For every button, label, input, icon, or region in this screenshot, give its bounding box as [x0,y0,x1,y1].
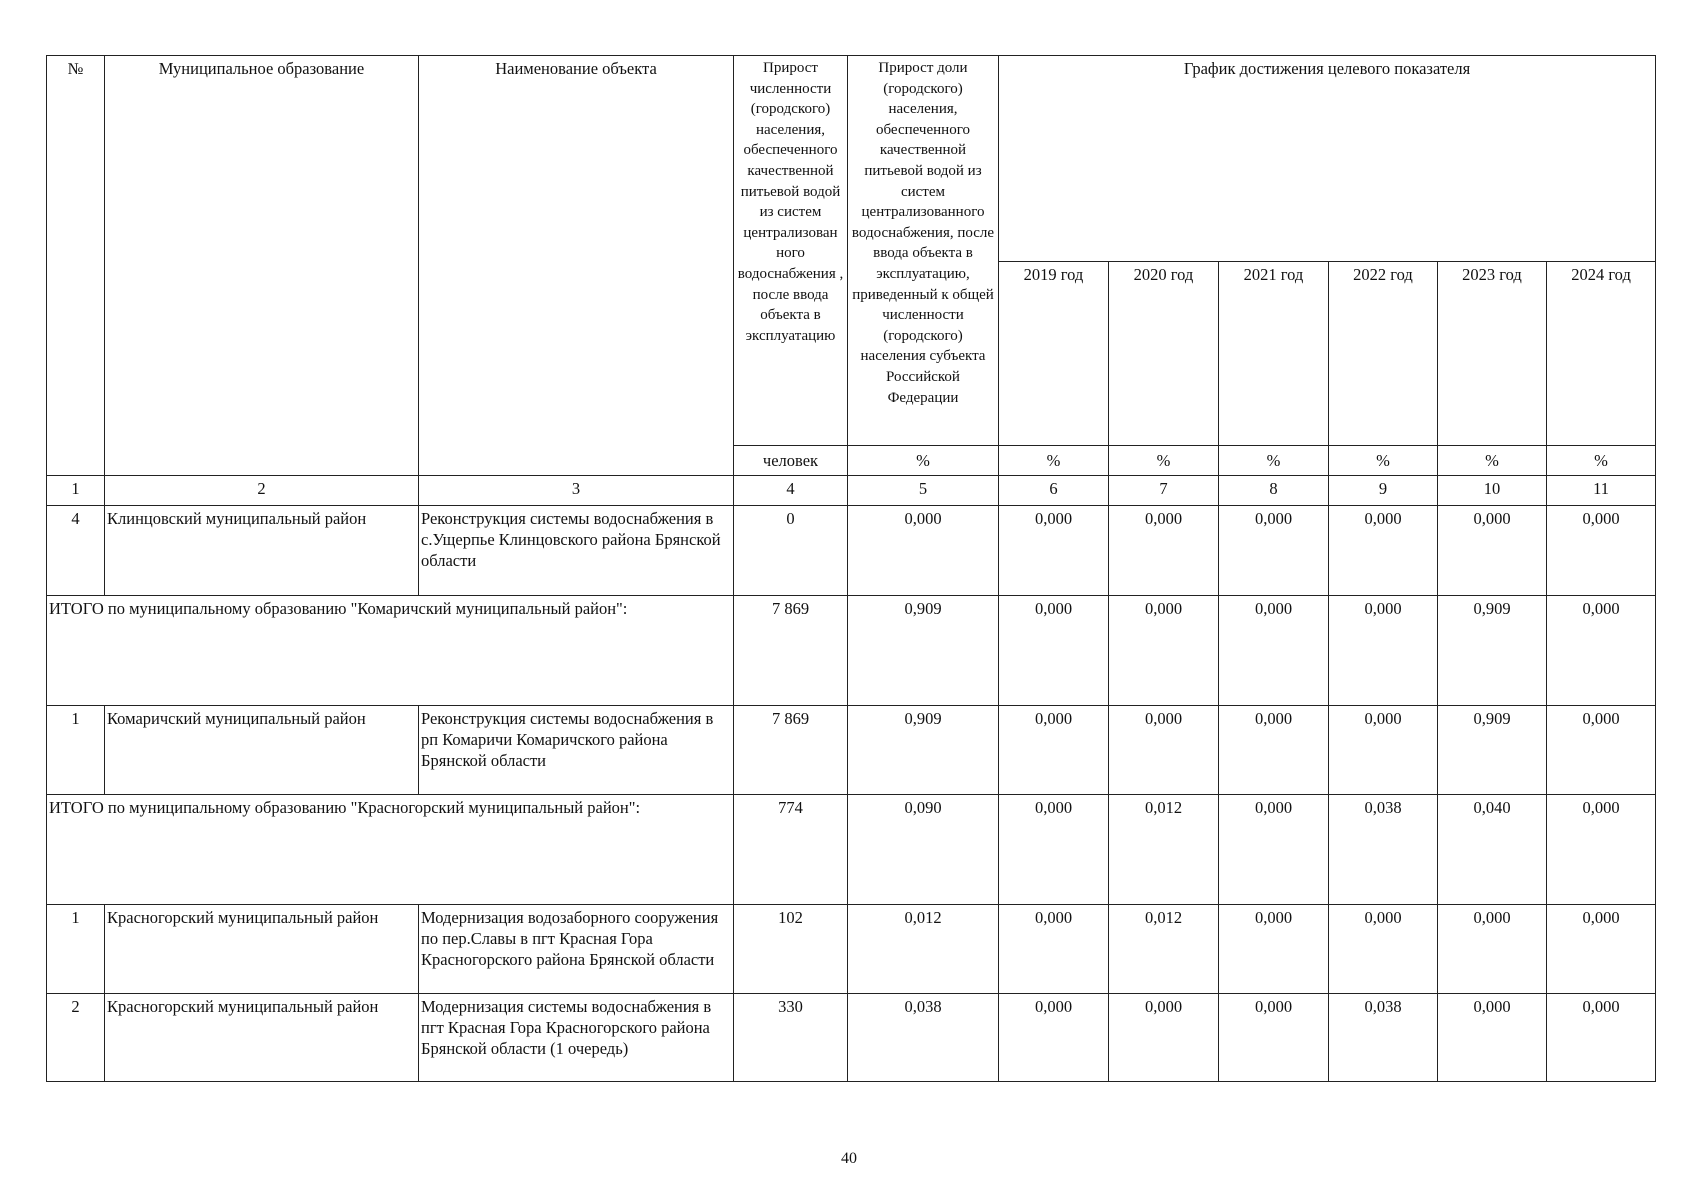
row-year-value: 0,000 [999,994,1109,1082]
row-year-value: 0,000 [1438,994,1547,1082]
row-people: 7 869 [734,706,848,795]
total-year-value: 0,000 [999,795,1109,905]
row-year-value: 0,000 [999,706,1109,795]
total-year-value: 0,012 [1109,795,1219,905]
row-people: 102 [734,905,848,994]
row-share: 0,000 [848,506,999,596]
total-row [47,596,1656,706]
table-row [47,506,1656,596]
unit-percent: % [1109,446,1219,476]
row-year-value: 0,000 [1219,994,1329,1082]
row-year-value: 0,000 [999,905,1109,994]
row-object: Реконструкция системы водоснабжения в рп Комаричи Комаричского района Брянской области [419,706,734,795]
row-year-value: 0,000 [1547,706,1656,795]
row-municipality: Клинцовский муниципальный район [105,506,419,596]
total-year-value: 0,000 [1547,596,1656,706]
row-year-value: 0,000 [1547,994,1656,1082]
row-year-value: 0,000 [1219,905,1329,994]
column-number: 4 [734,476,848,506]
row-year-value: 0,000 [1438,506,1547,596]
row-share: 0,909 [848,706,999,795]
header-schedule: График достижения целевого показателя [999,56,1656,262]
header-year-2021: 2021 год [1219,262,1329,446]
unit-percent: % [1219,446,1329,476]
total-share: 0,909 [848,596,999,706]
header-object: Наименование объекта [419,56,734,476]
header-row-top [47,56,1656,262]
row-municipality: Красногорский муниципальный район [105,905,419,994]
unit-percent: % [1547,446,1656,476]
row-share: 0,038 [848,994,999,1082]
column-number: 1 [47,476,105,506]
row-year-value: 0,000 [999,506,1109,596]
total-year-value: 0,000 [999,596,1109,706]
header-municipality: Муниципальное образование [105,56,419,476]
target-indicator-table [46,55,1656,1082]
header-num: № [47,56,105,476]
column-number: 9 [1329,476,1438,506]
row-object: Модернизация системы водоснабжения в пгт Красная Гора Красногорского района Брянской области (1 очередь) [419,994,734,1082]
row-people: 330 [734,994,848,1082]
table-row [47,905,1656,994]
total-year-value: 0,000 [1219,795,1329,905]
unit-people: человек [734,446,848,476]
row-people: 0 [734,506,848,596]
column-number: 6 [999,476,1109,506]
header-growth-share: Прирост доли (городского) населения, обеспеченного качественной питьевой водой из систем централизованного водоснабжения, после ввода объекта в эксплуатацию, приведенный к общей численности (городского) населения субъекта Российской Федерации [848,56,999,446]
column-number: 8 [1219,476,1329,506]
row-share: 0,012 [848,905,999,994]
header-year-2024: 2024 год [1547,262,1656,446]
unit-percent: % [1329,446,1438,476]
total-share: 0,090 [848,795,999,905]
unit-percent: % [999,446,1109,476]
row-year-value: 0,000 [1547,506,1656,596]
column-number: 11 [1547,476,1656,506]
column-number: 10 [1438,476,1547,506]
row-num: 4 [47,506,105,596]
header-year-2019: 2019 год [999,262,1109,446]
column-number-row [47,476,1656,506]
row-year-value: 0,000 [1547,905,1656,994]
row-year-value: 0,000 [1329,506,1438,596]
total-year-value: 0,000 [1109,596,1219,706]
row-year-value: 0,000 [1329,706,1438,795]
row-year-value: 0,000 [1219,506,1329,596]
row-object: Реконструкция системы водоснабжения в с.Ущерпье Клинцовского района Брянской области [419,506,734,596]
total-year-value: 0,000 [1547,795,1656,905]
page-number: 40 [841,1150,857,1167]
unit-percent: % [1438,446,1547,476]
column-number: 3 [419,476,734,506]
column-number: 2 [105,476,419,506]
total-year-value: 0,000 [1329,596,1438,706]
total-people: 774 [734,795,848,905]
row-year-value: 0,000 [1109,706,1219,795]
row-num: 1 [47,905,105,994]
row-year-value: 0,000 [1109,506,1219,596]
header-year-2023: 2023 год [1438,262,1547,446]
total-year-value: 0,038 [1329,795,1438,905]
total-row [47,795,1656,905]
total-label: ИТОГО по муниципальному образованию "Комаричский муниципальный район": [47,596,734,706]
row-year-value: 0,038 [1329,994,1438,1082]
header-growth-people: Прирост численности (городского) населения, обеспеченного качественной питьевой водой из систем централизован ного водоснабжения , после ввода объекта в эксплуатацию [734,56,848,446]
column-number: 7 [1109,476,1219,506]
header-year-2022: 2022 год [1329,262,1438,446]
column-number: 5 [848,476,999,506]
total-year-value: 0,000 [1219,596,1329,706]
header-year-2020: 2020 год [1109,262,1219,446]
row-num: 2 [47,994,105,1082]
table-row [47,994,1656,1082]
unit-percent: % [848,446,999,476]
row-year-value: 0,000 [1329,905,1438,994]
row-year-value: 0,000 [1109,994,1219,1082]
total-label: ИТОГО по муниципальному образованию "Красногорский муниципальный район": [47,795,734,905]
row-year-value: 0,000 [1438,905,1547,994]
row-municipality: Красногорский муниципальный район [105,994,419,1082]
total-year-value: 0,909 [1438,596,1547,706]
table-row [47,706,1656,795]
row-year-value: 0,000 [1219,706,1329,795]
row-municipality: Комаричский муниципальный район [105,706,419,795]
row-year-value: 0,012 [1109,905,1219,994]
total-year-value: 0,040 [1438,795,1547,905]
row-year-value: 0,909 [1438,706,1547,795]
row-object: Модернизация водозаборного сооружения по пер.Славы в пгт Красная Гора Красногорского района Брянской области [419,905,734,994]
total-people: 7 869 [734,596,848,706]
row-num: 1 [47,706,105,795]
